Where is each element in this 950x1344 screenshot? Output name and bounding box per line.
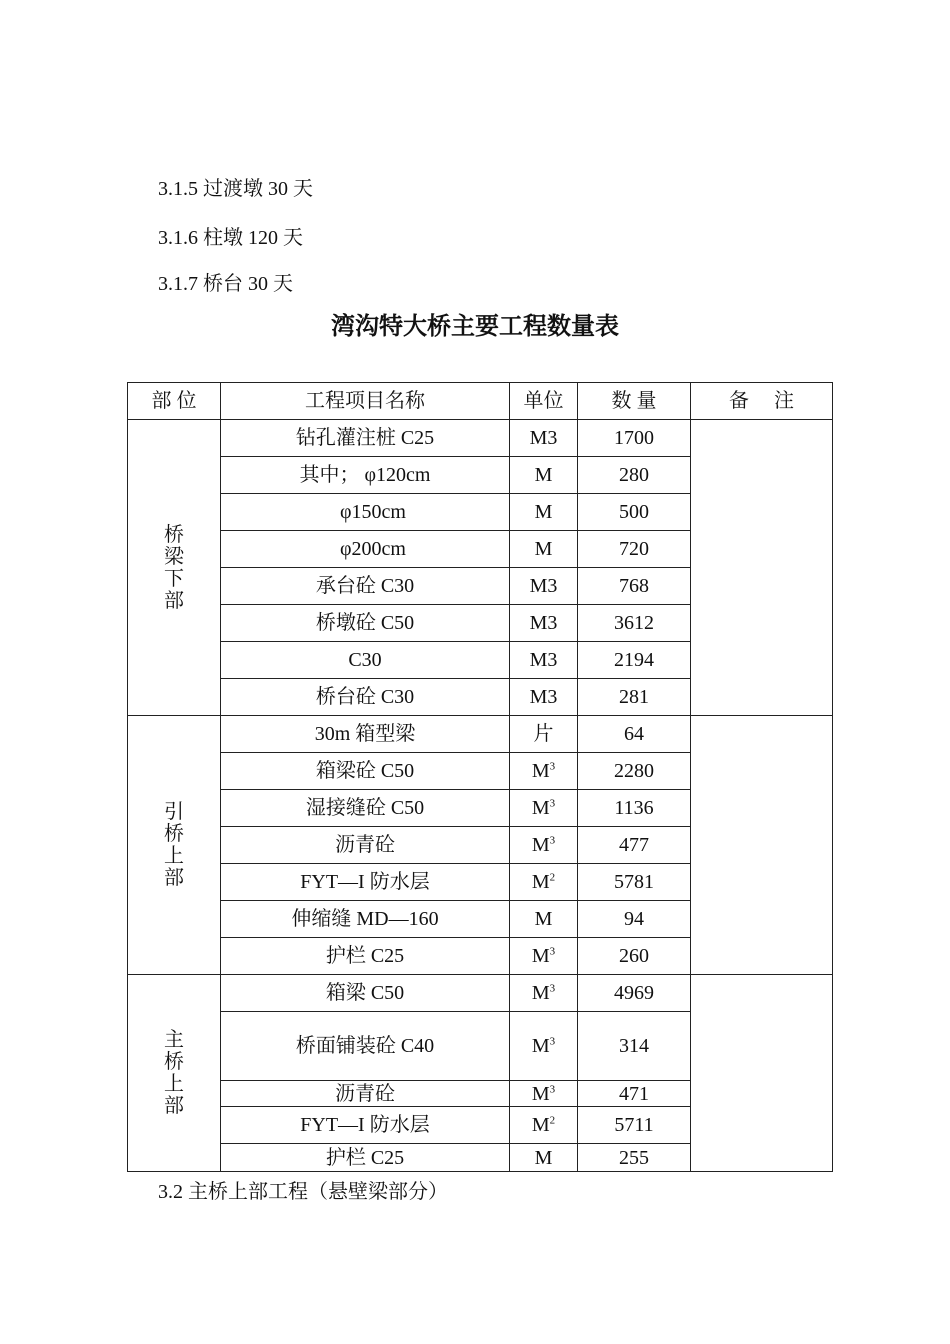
cell-unit — [510, 1081, 578, 1107]
section-label — [128, 975, 221, 1172]
unit-base: M — [531, 1035, 550, 1057]
header-qty: 数 量 — [578, 383, 691, 420]
unit-base: M — [534, 501, 553, 523]
text-line-3-1-5: 3.1.5 过渡墩 30 天 — [158, 178, 313, 200]
cell-item: 其中； φ120cm — [221, 457, 510, 494]
cell-item: φ200cm — [221, 531, 510, 568]
cell-unit — [510, 568, 578, 605]
cell-unit — [510, 827, 578, 864]
cell-note — [691, 716, 833, 975]
cell-item: 桥台砼 C30 — [221, 679, 510, 716]
cell-unit — [510, 494, 578, 531]
cell-qty: 1700 — [578, 420, 691, 457]
text-line-3-1-6: 3.1.6 柱墩 120 天 — [158, 227, 303, 249]
cell-qty: 471 — [578, 1081, 691, 1107]
cell-item: FYT—I 防水层 — [221, 864, 510, 901]
unit-base: M — [531, 871, 550, 893]
text-line-3-1-7: 3.1.7 桥台 30 天 — [158, 273, 293, 295]
unit-base: M — [531, 834, 550, 856]
cell-item: 护栏 C25 — [221, 938, 510, 975]
header-part: 部 位 — [128, 383, 221, 420]
cell-unit — [510, 1012, 578, 1081]
unit-superscript: 2 — [549, 871, 556, 884]
cell-qty: 477 — [578, 827, 691, 864]
cell-unit — [510, 1107, 578, 1144]
quantity-table — [127, 382, 833, 1172]
section-label-char: 桥 — [164, 823, 184, 845]
section-label-char: 桥 — [164, 523, 184, 546]
cell-item: 湿接缝砼 C50 — [221, 790, 510, 827]
table-row — [128, 420, 833, 457]
section-label — [128, 420, 221, 716]
cell-item: 钻孔灌注桩 C25 — [221, 420, 510, 457]
cell-unit — [510, 716, 578, 753]
cell-unit — [510, 679, 578, 716]
cell-unit — [510, 605, 578, 642]
cell-qty: 4969 — [578, 975, 691, 1012]
cell-note — [691, 975, 833, 1172]
unit-superscript: 2 — [549, 1114, 556, 1127]
cell-item: 沥青砼 — [221, 827, 510, 864]
unit-base: M — [534, 1146, 553, 1169]
unit-base: M3 — [529, 575, 558, 597]
cell-unit — [510, 938, 578, 975]
unit-base: M — [534, 538, 553, 560]
cell-qty: 260 — [578, 938, 691, 975]
cell-unit — [510, 975, 578, 1012]
unit-base: M — [531, 760, 550, 782]
cell-unit — [510, 1144, 578, 1172]
cell-item: 承台砼 C30 — [221, 568, 510, 605]
section-label-char: 引 — [164, 801, 184, 823]
cell-unit — [510, 531, 578, 568]
unit-superscript: 3 — [549, 760, 556, 773]
section-label-char: 上 — [164, 1073, 184, 1095]
header-unit: 单位 — [510, 383, 578, 420]
section-label — [128, 716, 221, 975]
cell-item: 伸缩缝 MD—160 — [221, 901, 510, 938]
cell-qty: 720 — [578, 531, 691, 568]
cell-qty: 2280 — [578, 753, 691, 790]
unit-base: M — [534, 464, 553, 486]
header-note: 备 注 — [691, 383, 833, 420]
unit-base: M3 — [529, 612, 558, 634]
cell-qty: 2194 — [578, 642, 691, 679]
unit-base: M3 — [529, 427, 558, 449]
unit-superscript: 3 — [549, 982, 556, 995]
table-title: 湾沟特大桥主要工程数量表 — [331, 311, 619, 340]
unit-base: M3 — [529, 649, 558, 671]
header-item: 工程项目名称 — [221, 383, 510, 420]
unit-superscript: 3 — [549, 945, 556, 958]
section-label-char: 梁 — [164, 545, 184, 568]
cell-unit — [510, 790, 578, 827]
cell-item: C30 — [221, 642, 510, 679]
cell-qty: 64 — [578, 716, 691, 753]
unit-base: M3 — [529, 686, 558, 708]
cell-item: FYT—I 防水层 — [221, 1107, 510, 1144]
cell-qty: 1136 — [578, 790, 691, 827]
cell-item: 箱梁砼 C50 — [221, 753, 510, 790]
cell-qty: 314 — [578, 1012, 691, 1081]
cell-item: 桥面铺装砼 C40 — [221, 1012, 510, 1081]
cell-item: 箱梁 C50 — [221, 975, 510, 1012]
cell-note — [691, 420, 833, 716]
unit-base: M — [531, 982, 550, 1004]
cell-qty: 281 — [578, 679, 691, 716]
unit-base: 片 — [533, 723, 554, 745]
unit-superscript: 3 — [549, 1035, 556, 1048]
section-label-char: 下 — [164, 567, 184, 590]
unit-base: M — [531, 1082, 550, 1105]
cell-unit — [510, 457, 578, 494]
text-line-3-2: 3.2 主桥上部工程（悬壁梁部分） — [158, 1181, 448, 1203]
cell-unit — [510, 753, 578, 790]
cell-qty: 768 — [578, 568, 691, 605]
unit-superscript: 3 — [549, 797, 556, 810]
section-label-char: 主 — [164, 1029, 184, 1051]
table-header-row — [128, 383, 833, 420]
unit-base: M — [531, 1114, 550, 1136]
cell-item: 沥青砼 — [221, 1081, 510, 1107]
table-row — [128, 716, 833, 753]
cell-qty: 255 — [578, 1144, 691, 1172]
cell-item: 桥墩砼 C50 — [221, 605, 510, 642]
section-label-char: 部 — [164, 1095, 184, 1117]
cell-qty: 500 — [578, 494, 691, 531]
cell-unit — [510, 864, 578, 901]
cell-qty: 5711 — [578, 1107, 691, 1144]
unit-superscript: 3 — [549, 1082, 556, 1095]
section-label-char: 部 — [164, 589, 184, 612]
section-label-char: 桥 — [164, 1051, 184, 1073]
unit-base: M — [531, 797, 550, 819]
cell-qty: 3612 — [578, 605, 691, 642]
cell-qty: 94 — [578, 901, 691, 938]
unit-base: M — [531, 945, 550, 967]
section-label-char: 上 — [164, 845, 184, 867]
cell-qty: 280 — [578, 457, 691, 494]
cell-item: φ150cm — [221, 494, 510, 531]
unit-base: M — [534, 908, 553, 930]
unit-superscript: 3 — [549, 834, 556, 847]
cell-qty: 5781 — [578, 864, 691, 901]
cell-unit — [510, 642, 578, 679]
cell-unit — [510, 901, 578, 938]
section-label-char: 部 — [164, 867, 184, 889]
cell-item: 30m 箱型梁 — [221, 716, 510, 753]
table-row — [128, 975, 833, 1012]
cell-item: 护栏 C25 — [221, 1144, 510, 1172]
cell-unit — [510, 420, 578, 457]
